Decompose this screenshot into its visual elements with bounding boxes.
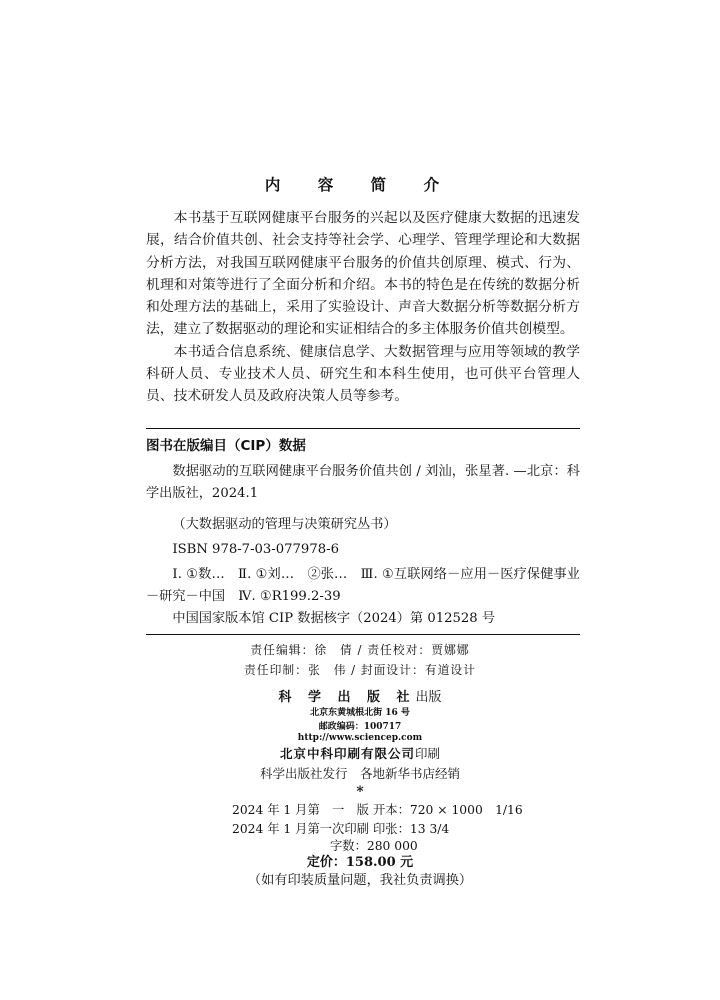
publisher-postcode: 邮政编码：100717 <box>318 722 402 732</box>
word-count: 字数：280 000 <box>330 839 418 853</box>
printing-date: 2024 年 1 月第一次印刷 <box>232 822 369 836</box>
printer-name: 北京中科印刷有限公司 <box>279 746 415 761</box>
price: 定价：158.00 元 <box>306 855 414 870</box>
printer-line <box>0 744 720 762</box>
credits-editors: 责任编辑：徐 倩 / 责任校对：贾娜娜 <box>250 643 470 657</box>
page-title: 内 容 简 介 <box>264 176 456 194</box>
summary-paragraph-1: 本书基于互联网健康平台服务的兴起以及医疗健康大数据的迅速发展，结合价值共创、社会支持等社会学、心理学、管理学理论和大数据分析方法，对我国互联网健康平台服务的价值共创原理、模式、行为、机理和对策等进行了全面分析和介绍。本书的特色是在传统的数据分析和处理方法的基础上，采用了实验设计、声音大数据分析等数据分析方法，建立了数据驱动的理论和实证相结合的多主体服务价值共创模型。 <box>146 210 580 338</box>
summary-body <box>146 207 580 408</box>
publisher-name: 科 学 出 版 社 <box>278 690 416 705</box>
distribution-line: 科学出版社发行 各地新华书店经销 <box>259 766 460 781</box>
publisher-suffix: 出版 <box>415 690 442 705</box>
print-sheets: 印张：13 3/4 <box>373 822 450 836</box>
publisher-line <box>0 686 720 705</box>
cip-heading: 图书在版编目（CIP）数据 <box>146 438 306 454</box>
credits-production: 责任印制：张 伟 / 封面设计：有道设计 <box>243 663 477 677</box>
cip-entry: 数据驱动的互联网健康平台服务价值共创 / 刘汕，张星著. —北京：科学出版社，2024.1 <box>146 464 580 501</box>
separator-star: * <box>356 784 364 800</box>
cip-subjects: Ⅰ. ①数… Ⅱ. ①刘… ②张… Ⅲ. ①互联网络－应用－医疗保健事业－研究－中国 Ⅳ. ①R199.2-39 <box>146 567 580 604</box>
cip-top-rule <box>146 428 580 429</box>
printer-suffix: 印刷 <box>415 746 441 761</box>
publisher-website: http://www.sciencep.com <box>297 733 423 743</box>
cip-series: （大数据驱动的管理与决策研究丛书） <box>172 517 397 532</box>
cip-record-number: 中国国家版本馆 CIP 数据核字（2024）第 012528 号 <box>172 611 496 626</box>
cip-bottom-rule <box>146 634 580 635</box>
publisher-address: 北京东黄城根北街 16 号 <box>310 708 410 718</box>
format-size: 开本：720 × 1000 1/16 <box>373 803 523 817</box>
edition-date: 2024 年 1 月第 一 版 <box>232 803 369 817</box>
quality-note: （如有印装质量问题，我社负责调换） <box>247 873 473 888</box>
cip-isbn: ISBN 978-7-03-077978-6 <box>172 542 339 557</box>
summary-paragraph-2: 本书适合信息系统、健康信息学、大数据管理与应用等领域的教学科研人员、专业技术人员、研究生和本科生使用，也可供平台管理人员、技术研发人员及政府决策人员等参考。 <box>146 343 580 405</box>
